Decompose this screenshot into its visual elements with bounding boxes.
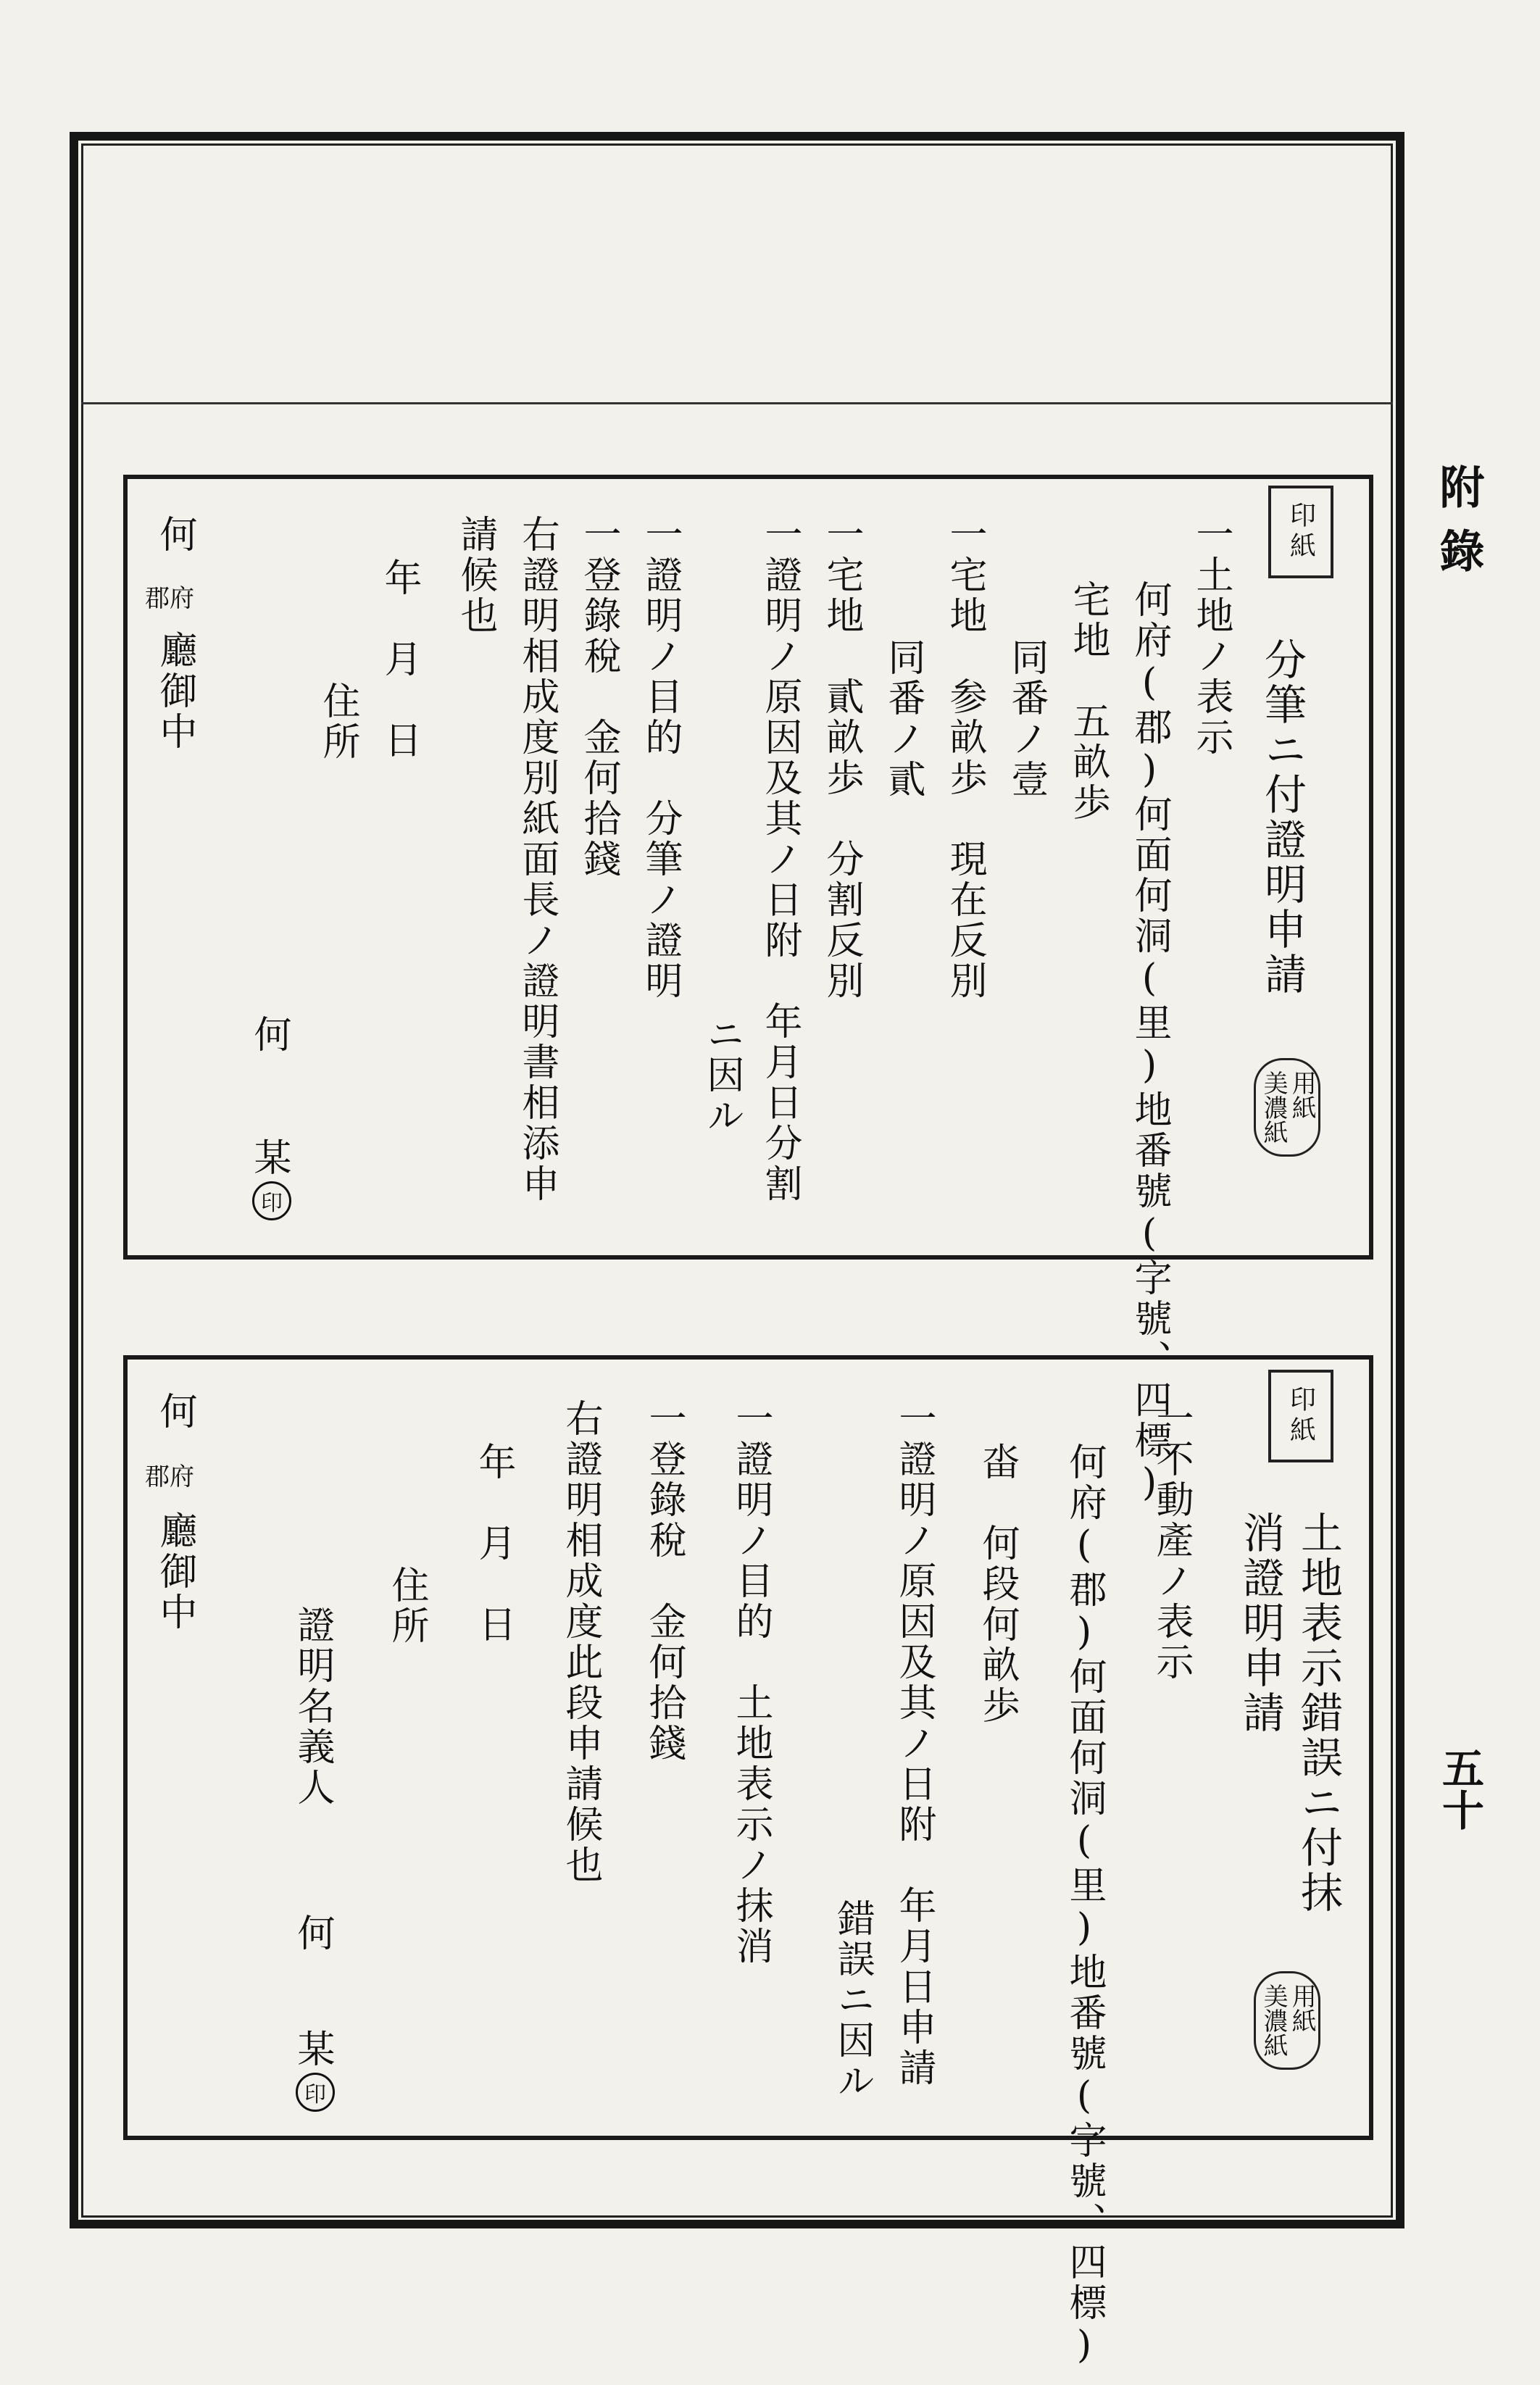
request-text: 右證明相成度別紙面長ノ證明書相添申 bbox=[515, 515, 559, 1204]
address-label: 住所 bbox=[385, 1565, 428, 1647]
parcel-one: 同番ノ壹 bbox=[1004, 638, 1048, 800]
purpose: 一證明ノ目的 土地表示ノ抹消 bbox=[729, 1399, 773, 1967]
applicant-name-2: 某 bbox=[247, 1138, 291, 1178]
revenue-stamp-box: 印紙 bbox=[1268, 486, 1333, 578]
address-label: 住所 bbox=[316, 681, 359, 762]
header-rule bbox=[81, 402, 1393, 404]
form-title-cont: 消證明申請 bbox=[1236, 1511, 1285, 1736]
paper-note-line: 用紙 bbox=[1287, 1984, 1317, 2033]
office-gun-fu bbox=[145, 578, 194, 614]
form-title: 土地表示錯誤ニ付抹 bbox=[1294, 1511, 1343, 1915]
seal-mark: 印 bbox=[296, 2073, 335, 2112]
request-text-end: 請候也 bbox=[454, 515, 497, 636]
office-gun: 郡 bbox=[145, 584, 170, 613]
office-prefix: 何 bbox=[153, 1391, 196, 1432]
paper-note-line: 美濃紙 bbox=[1259, 1070, 1289, 1144]
property-location: 何府(郡)何面何洞(里)地番號(字號、四標) bbox=[1062, 1442, 1106, 2370]
purpose: 一證明ノ目的 分筆ノ證明 bbox=[638, 515, 682, 1002]
revenue-stamp-box: 印紙 bbox=[1268, 1370, 1333, 1462]
registration-tax: 一登錄稅 金何拾錢 bbox=[577, 515, 620, 880]
paper-note bbox=[1254, 1058, 1320, 1157]
page-number: 五十 bbox=[1435, 1747, 1484, 1831]
property-label: 一不動產ノ表示 bbox=[1149, 1399, 1193, 1683]
cause-and-date: 一證明ノ原因及其ノ日附 年月日申請 bbox=[892, 1399, 936, 2089]
office-fu: 府 bbox=[170, 1462, 194, 1491]
form-title: 分筆ニ付證明申請 bbox=[1257, 638, 1307, 997]
seal-mark: 印 bbox=[252, 1181, 291, 1220]
certified-holder-label: 證明名義人 bbox=[291, 1605, 334, 1808]
office-prefix: 何 bbox=[153, 515, 196, 555]
date-line: 年 月 日 bbox=[378, 558, 421, 761]
parcel-one-area: 一宅地 参畝歩 現在反別 bbox=[943, 515, 986, 1002]
cause-note: ニ因ル bbox=[700, 1015, 744, 1136]
land-parcel: 宅地 五畝歩 bbox=[1066, 580, 1110, 823]
registration-tax: 一登錄稅 金何拾錢 bbox=[642, 1399, 686, 1764]
cause-and-date: 一證明ノ原因及其ノ日附 年月日分割 bbox=[758, 515, 802, 1204]
request-text: 右證明相成度此段申請候也 bbox=[559, 1399, 602, 1886]
holder-name-2: 某 bbox=[291, 2029, 334, 2070]
parcel-two: 同番ノ貳 bbox=[881, 638, 925, 800]
paper-note bbox=[1254, 1971, 1320, 2070]
holder-name: 何 bbox=[291, 1913, 334, 1954]
land-location: 何府(郡)何面何洞(里)地番號(字號、四標) bbox=[1128, 580, 1171, 1507]
office-suffix: 廳御中 bbox=[153, 630, 196, 752]
land-label: 一土地ノ表示 bbox=[1189, 515, 1233, 758]
applicant-name: 何 bbox=[247, 1015, 291, 1055]
paper-note-line: 美濃紙 bbox=[1259, 1984, 1289, 2057]
form-subdivision-application bbox=[123, 475, 1373, 1260]
paper-note-line: 用紙 bbox=[1287, 1070, 1317, 1120]
cause-note: 錯誤ニ因ル bbox=[831, 1899, 874, 2102]
office-gun: 郡 bbox=[145, 1462, 170, 1491]
property-parcel: 畓 何段何畝歩 bbox=[975, 1442, 1019, 1726]
date-line: 年 月 日 bbox=[472, 1442, 515, 1645]
section-heading: 附錄 bbox=[1432, 464, 1485, 591]
office-fu: 府 bbox=[170, 584, 194, 613]
office-suffix: 廳御中 bbox=[153, 1511, 196, 1633]
parcel-two-area: 一宅地 貳畝歩 分割反別 bbox=[820, 515, 863, 1002]
office-gun-fu bbox=[145, 1457, 194, 1492]
